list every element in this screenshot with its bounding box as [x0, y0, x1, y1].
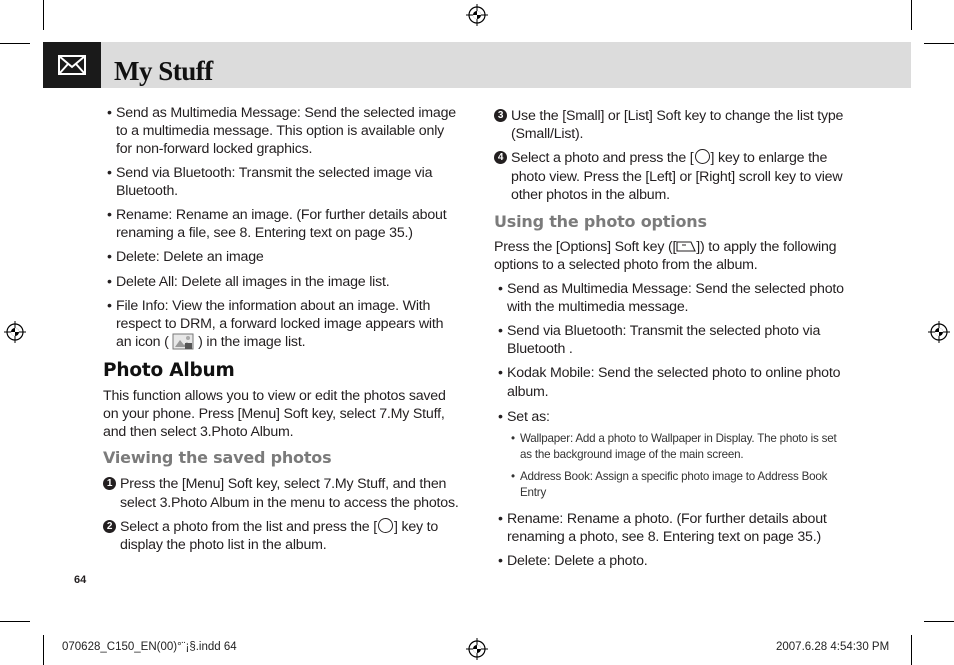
step-item — [103, 518, 459, 554]
footer-file-name: 070628_C150_EN(00)°¨¡§.indd 64 — [62, 641, 237, 653]
subsection-heading-viewing: Viewing the saved photos — [103, 448, 332, 468]
right-column — [494, 107, 850, 571]
sub-list — [494, 431, 850, 501]
sub-list-item: • Wallpaper: Add a photo to Wallpaper in Display. The photo is set as the background image of the main screen. — [510, 431, 850, 463]
list-item: • Send via Bluetooth: Transmit the selected photo via Bluetooth . — [494, 322, 850, 358]
step-text-after: ] key to display the photo list in the album. — [120, 518, 439, 554]
step-number: 1 — [103, 477, 116, 490]
list-item: • Delete: Delete a photo. — [494, 552, 850, 570]
page-number: 64 — [74, 574, 87, 586]
header-icon-box — [43, 42, 101, 88]
options-intro — [494, 238, 850, 274]
step-text: Use the [Small] or [List] Soft key to change the list type (Small/List). — [511, 108, 844, 143]
crop-mark — [911, 635, 912, 665]
left-column — [103, 104, 459, 554]
step-number: 2 — [103, 520, 116, 533]
registration-mark-icon — [4, 321, 26, 343]
ok-key-icon — [695, 149, 710, 164]
soft-key-icon — [676, 240, 696, 253]
list-item: • Send as Multimedia Message: Send the selected photo with the multimedia message. — [494, 280, 850, 316]
sub-list-item: • Address Book: Assign a specific photo image to Address Book Entry — [510, 469, 850, 501]
crop-mark — [924, 43, 954, 44]
list-item: • Delete All: Delete all images in the image list. — [103, 273, 459, 291]
options-intro-text-after: ]) to apply the following options to a selected photo from the album. — [494, 239, 837, 274]
list-item: • Rename: Rename a photo. (For further details about renaming a photo, see 8. Entering text on page 35.) — [494, 510, 850, 546]
list-item-file-info — [103, 297, 459, 352]
crop-mark — [924, 621, 954, 622]
options-intro-text: Press the [Options] Soft key ([ — [494, 239, 677, 256]
list-item: • Kodak Mobile: Send the selected photo to online photo album. — [494, 364, 850, 400]
crop-mark — [911, 0, 912, 30]
registration-mark-icon — [466, 4, 488, 26]
list-item: • Send as Multimedia Message: Send the selected image to a multimedia message. This option is available only for non-forward locked graphics. — [103, 104, 459, 159]
crop-mark — [0, 621, 30, 622]
list-item: • Rename: Rename an image. (For further details about renaming a file, see 8. Entering text on page 35.) — [103, 206, 459, 242]
list-item: • Send via Bluetooth: Transmit the selected image via Bluetooth. — [103, 164, 459, 200]
step-item — [494, 149, 850, 204]
crop-mark — [0, 43, 30, 44]
step-text: Press the [Menu] Soft key, select 7.My Stuff, and then select 3.Photo Album in the menu to access the photos. — [120, 476, 459, 511]
file-info-text-after: ) in the image list. — [198, 334, 306, 351]
registration-mark-icon — [928, 321, 950, 343]
locked-image-icon — [172, 333, 194, 350]
step-item — [103, 475, 459, 511]
subsection-heading-options: Using the photo options — [494, 212, 707, 232]
list-item: • Set as: — [494, 408, 850, 426]
envelope-icon — [43, 42, 101, 88]
list-item: • Delete: Delete an image — [103, 248, 459, 266]
photo-album-intro: This function allows you to view or edit the photos saved on your phone. Press [Menu] Soft key, select 7.My Stuff, and then select 3.Photo Album. — [103, 387, 446, 441]
step-text: Select a photo and press the [ — [511, 150, 694, 167]
step-number: 3 — [494, 109, 507, 122]
step-text-after: ] key to enlarge the photo view. Press the [Left] or [Right] scroll key to view other photos in the album. — [511, 150, 843, 203]
crop-mark — [43, 635, 44, 665]
page-title: My Stuff — [114, 56, 213, 86]
step-item — [494, 107, 850, 143]
crop-mark — [43, 0, 44, 30]
ok-key-icon — [378, 518, 393, 533]
file-info-text: File Info: View the information about an image. With respect to DRM, a forward locked image appears with an icon ( — [116, 297, 444, 351]
step-number: 4 — [494, 151, 507, 164]
footer-timestamp: 2007.6.28 4:54:30 PM — [776, 641, 890, 653]
registration-mark-icon — [466, 638, 488, 660]
section-heading-photo-album: Photo Album — [103, 360, 235, 382]
step-text: Select a photo from the list and press the [ — [120, 518, 377, 535]
